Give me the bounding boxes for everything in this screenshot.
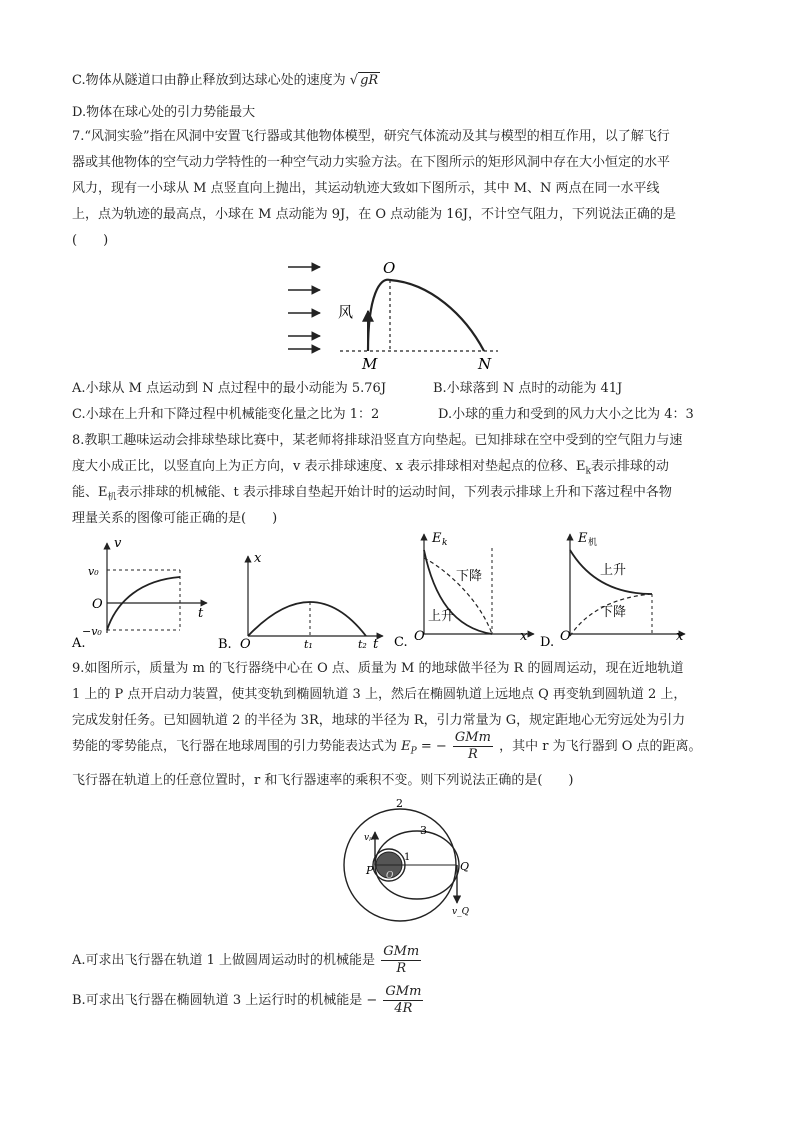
q9-option-a: A.可求出飞行器在轨道 1 上做圆周运动时的机械能是 $\frac{\text{GMm}}{R}$ bbox=[72, 944, 420, 976]
displacement-curve bbox=[248, 602, 366, 636]
q8-stem-line1: 8.教职工趣味运动会排球垫球比赛中，某老师将排球沿竖直方向垫起。已知排球在空中受到的空气阻力与速 bbox=[72, 433, 683, 448]
q7-stem-line4: 上，点为轨迹的最高点，小球在 M 点动能为 9J，在 O 点动能为 16J，不计空气阻力，下列说法正确的是 bbox=[72, 207, 676, 222]
q6-option-d: D.物体在球心处的引力势能最大 bbox=[72, 105, 256, 120]
q8-graph-a bbox=[72, 535, 212, 655]
svg-text:E: E bbox=[578, 531, 588, 546]
label-m: M bbox=[362, 355, 378, 373]
svg-text:t₁: t₁ bbox=[304, 638, 313, 651]
q7-option-b: B.小球落到 N 点时的动能为 41J bbox=[433, 381, 623, 396]
svg-text:x: x bbox=[520, 629, 528, 644]
svg-text:x: x bbox=[254, 551, 262, 566]
q8-graph-d bbox=[540, 528, 690, 650]
q8-graph-c bbox=[394, 528, 544, 650]
svg-text:下降: 下降 bbox=[600, 605, 627, 620]
svg-text:2: 2 bbox=[396, 797, 403, 810]
svg-text:vₚ: vₚ bbox=[364, 833, 373, 843]
svg-text:k: k bbox=[442, 538, 448, 548]
svg-text:1: 1 bbox=[404, 852, 411, 863]
q6-option-c: C.物体从隧道口由静止释放到达球心处的速度为 √ gR bbox=[72, 73, 379, 88]
svg-text:P: P bbox=[366, 864, 374, 877]
svg-text:机: 机 bbox=[588, 538, 598, 548]
svg-text:O: O bbox=[560, 629, 571, 644]
option-label: A. bbox=[72, 636, 86, 651]
svg-text:t: t bbox=[373, 637, 379, 652]
svg-text:−v₀: −v₀ bbox=[82, 625, 102, 638]
q8-graph-b bbox=[218, 548, 388, 652]
q7-wind-tunnel-figure bbox=[280, 255, 520, 380]
svg-text:v_Q: v_Q bbox=[452, 907, 469, 917]
trajectory-curve bbox=[368, 280, 484, 351]
svg-text:t₂: t₂ bbox=[358, 638, 367, 651]
wind-arrows bbox=[288, 267, 320, 349]
q9-stem-line3: 完成发射任务。已知圆轨道 2 的半径为 3R，地球的半径为 R，引力常量为 G，规定距地心无穷远处为引力 bbox=[72, 713, 686, 728]
q8-stem-line3: 能、$E_机$表示排球的机械能、t 表示排球自垫起开始计时的运动时间，下列表示排球上升和下落过程中各物 bbox=[72, 485, 672, 503]
q9-stem-line4: 势能的零势能点，飞行器在地球周围的引力势能表达式为 $E_P$ = − $\frac{\text{GMm}}{R}$ ，其中 r 为飞行器到 O 点的距离。 bbox=[72, 730, 702, 762]
svg-text:O: O bbox=[240, 637, 251, 652]
q7-stem-line3: 风力，现有一小球从 M 点竖直向上抛出，其运动轨迹大致如下图所示，其中 M、N 两点在同一水平线 bbox=[72, 181, 660, 196]
q9-orbit-figure bbox=[330, 797, 470, 925]
svg-text:E: E bbox=[432, 531, 442, 546]
q9-option-b: B.可求出飞行器在椭圆轨道 3 上运行时的机械能是 − $\frac{\text{GMm}}{4R}$ bbox=[72, 984, 422, 1016]
svg-text:O: O bbox=[386, 871, 394, 881]
option-label: D. bbox=[540, 635, 555, 650]
q9-stem-line1: 9.如图所示，质量为 m 的飞行器绕中心在 O 点、质量为 M 的地球做半径为 R 的圆周运动，现在近地轨道 bbox=[72, 661, 684, 676]
option-label: C. bbox=[394, 635, 408, 650]
svg-text:O: O bbox=[414, 629, 425, 644]
q7-stem-line2: 器或其他物体的空气动力学特性的一种空气动力实验方法。在下图所示的矩形风洞中存在大小恒定的水平 bbox=[72, 155, 671, 170]
svg-text:x: x bbox=[676, 629, 684, 644]
option-label: B. bbox=[218, 637, 232, 652]
svg-text:Q: Q bbox=[460, 860, 470, 873]
q7-option-c: C.小球在上升和下降过程中机械能变化量之比为 1：2 bbox=[72, 407, 380, 422]
ep-fraction: $\frac{\text{GMm}}{R}$ bbox=[454, 730, 491, 762]
svg-text:v: v bbox=[114, 536, 122, 551]
q7-stem-line1: 7.“风洞实验”指在风洞中安置飞行器或其他物体模型，研究气体流动及其与模型的相互作用，以了解飞行 bbox=[72, 129, 670, 144]
label-n: N bbox=[478, 355, 492, 373]
q7-stem-line5: ( ) bbox=[72, 233, 109, 248]
q7-option-a: A.小球从 M 点运动到 N 点过程中的最小动能为 5.76J bbox=[72, 381, 387, 396]
svg-text:下降: 下降 bbox=[456, 569, 483, 584]
svg-text:v₀: v₀ bbox=[88, 565, 99, 578]
svg-text:上升: 上升 bbox=[600, 563, 627, 578]
q9-stem-line5: 飞行器在轨道上的任意位置时，r 和飞行器速率的乘积不变。则下列说法正确的是( ) bbox=[72, 773, 574, 788]
svg-text:3: 3 bbox=[420, 824, 427, 837]
svg-text:O: O bbox=[92, 597, 103, 612]
sqrt-expression: √ gR bbox=[349, 73, 379, 88]
q9-stem-line2: 1 上的 P 点开启动力装置，使其变轨到椭圆轨道 3 上，然后在椭圆轨道上远地点 Q 再变轨到圆轨道 2 上， bbox=[72, 687, 687, 702]
wind-label: 风 bbox=[338, 303, 354, 321]
q7-option-d: D.小球的重力和受到的风力大小之比为 4：3 bbox=[438, 407, 694, 422]
svg-text:上升: 上升 bbox=[428, 609, 455, 624]
q8-stem-line2: 度大小成正比，以竖直向上为正方向，v 表示排球速度、x 表示排球相对垫起点的位移、$E_k$表示排球的动 bbox=[72, 459, 669, 477]
svg-text:t: t bbox=[198, 606, 204, 621]
label-o: O bbox=[383, 259, 396, 277]
q8-stem-line4: 理量关系的图像可能正确的是( ) bbox=[72, 511, 278, 526]
